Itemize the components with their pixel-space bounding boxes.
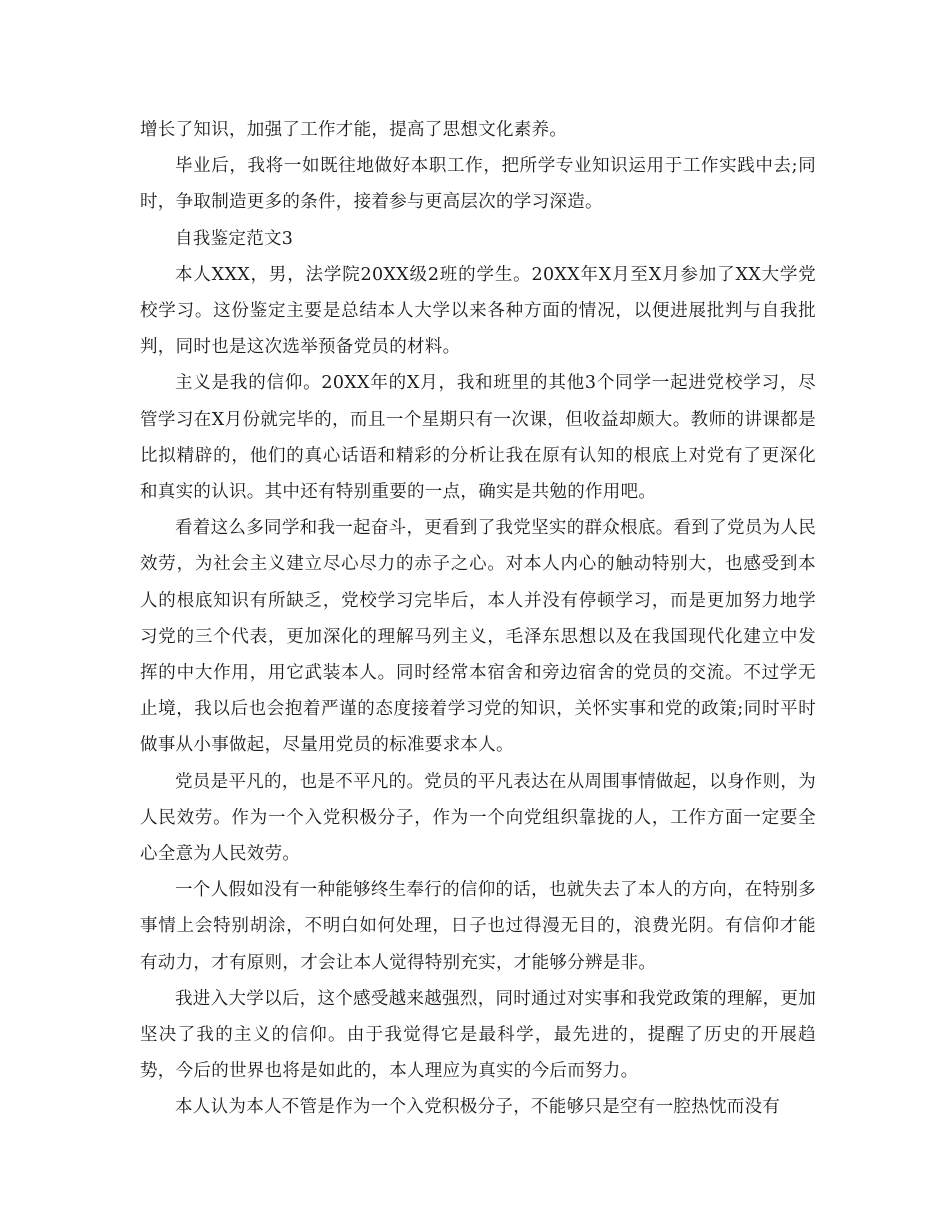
paragraph-graduation-plan: 毕业后，我将一如既往地做好本职工作，把所学专业知识运用于工作实践中去;同时，争取制造更多的条件，接着参与更高层次的学习深造。 bbox=[140, 156, 816, 213]
paragraph-continuation: 增长了知识，加强了工作才能，提高了思想文化素养。 bbox=[140, 120, 568, 140]
paragraph-belief: 一个人假如没有一种能够终生奉行的信仰的话，也就失去了本人的方向，在特别多事情上会特别胡涂，不明白如何处理，日子也过得漫无目的，浪费光阴。有信仰才能有动力，才有原则，才会让本人觉得特别充实，才能够分辨是非。 bbox=[140, 880, 816, 973]
paragraph-party-member: 党员是平凡的，也是不平凡的。党员的平凡表达在从周围事情做起，以身作则，为人民效劳。作为一个入党积极分子，作为一个向党组织靠拢的人，工作方面一定要全心全意为人民效劳。 bbox=[140, 771, 816, 865]
paragraph-party-school: 主义是我的信仰。20XX年的X月，我和班里的其他3个同学一起进党校学习，尽管学习在X月份就完毕的，而且一个星期只有一次课，但收益却颇大。教师的讲课都是比拟精辟的，他们的真心话语和精彩的分析让我在原有认知的根底上对党有了更深化和真实的认识。其中还有特别重要的一点，确实是共勉的作用吧。 bbox=[140, 373, 816, 503]
paragraph-study-reflection: 看着这么多同学和我一起奋斗，更看到了我党坚实的群众根底。看到了党员为人民效劳，为社会主义建立尽心尽力的赤子之心。对本人内心的触动特别大，也感受到本人的根底知识有所缺乏，党校学习完毕后，本人并没有停顿学习，而是更加努力地学习党的三个代表，更加深化的理解马列主义，毛泽东思想以及在我国现代化建立中发挥的中大作用，用它武装本人。同时经常本宿舍和旁边宿舍的党员的交流。不过学无止境，我以后也会抱着严谨的态度接着学习党的知识，关怀实事和党的政策;同时平时做事从小事做起，尽量用党员的标准要求本人。 bbox=[140, 518, 816, 756]
paragraph-introduction: 本人XXX，男，法学院20XX级2班的学生。20XX年X月至X月参加了XX大学党校学习。这份鉴定主要是总结本人大学以来各种方面的情况，以便进展批判与自我批判，同时也是这次选举预备党员的材料。 bbox=[140, 264, 816, 358]
paragraph-university: 我进入大学以后，这个感受越来越强烈，同时通过对实事和我党政策的理解，更加坚决了我的主义的信仰。由于我觉得它是最科学，最先进的，提醒了历史的开展趋势，今后的世界也将是如此的，本人理应为真实的今后而努力。 bbox=[140, 988, 816, 1082]
section-heading: 自我鉴定范文3 bbox=[175, 228, 294, 249]
document-body bbox=[140, 112, 816, 1126]
paragraph-closing: 本人认为本人不管是作为一个入党积极分子，不能够只是空有一腔热忱而没有 bbox=[175, 1097, 781, 1118]
